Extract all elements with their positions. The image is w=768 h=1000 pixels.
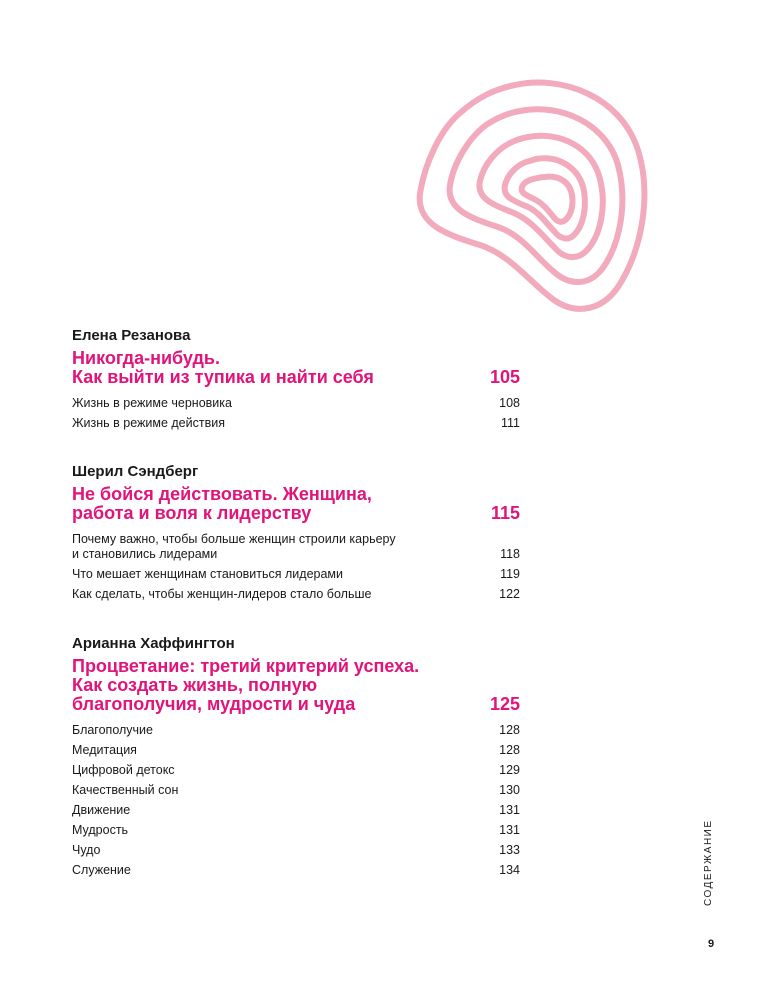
toc-entry-label: Как сделать, чтобы женщин-лидеров стало больше	[72, 587, 372, 601]
toc-entry[interactable]	[72, 823, 520, 838]
toc-entry-page: 128	[499, 723, 520, 737]
chapter-title-row[interactable]	[72, 485, 520, 523]
toc-entry[interactable]	[72, 723, 520, 738]
chapter-title-row[interactable]	[72, 657, 520, 714]
toc-section-sandberg	[72, 463, 520, 607]
chapter-title-line: Процветание: третий критерий успеха.	[72, 656, 420, 676]
toc-entry-label: Что мешает женщинам становиться лидерами	[72, 567, 344, 581]
toc-entry-page: 133	[499, 843, 520, 857]
chapter-title-line: благополучия, мудрости и чуда	[72, 694, 356, 714]
toc-entry-page: 130	[499, 783, 520, 797]
author-name: Шерил Сэндберг	[72, 463, 199, 480]
toc-entry[interactable]	[72, 803, 520, 818]
toc-entry-page: 128	[499, 743, 520, 757]
toc-entry[interactable]	[72, 863, 520, 878]
toc-entry-label: Чудо	[72, 843, 101, 857]
author-name: Елена Резанова	[72, 327, 191, 344]
toc-entry-page: 122	[499, 587, 520, 601]
chapter-title-line: работа и воля к лидерству	[72, 503, 312, 523]
toc-entry-page: 131	[499, 803, 520, 817]
toc-entry-page: 108	[499, 396, 520, 410]
toc-entry[interactable]	[72, 587, 520, 602]
chapter-title-line: Не бойся действовать. Женщина,	[72, 484, 372, 504]
toc-section-rezanova	[72, 327, 520, 436]
author-name: Арианна Хаффингтон	[72, 635, 235, 652]
chapter-title	[72, 485, 372, 523]
chapter-title-line: Как создать жизнь, полную	[72, 675, 318, 695]
chapter-page-number: 105	[489, 367, 520, 387]
toc-entry-label: Жизнь в режиме черновика	[72, 396, 232, 410]
toc-entry[interactable]	[72, 416, 520, 431]
chapter-title	[72, 657, 419, 714]
toc-entry[interactable]	[72, 743, 520, 758]
toc-entry-label: Движение	[72, 803, 131, 817]
toc-entry-label: Качественный сон	[72, 783, 179, 797]
toc-entry-label: Жизнь в режиме действия	[72, 416, 225, 430]
toc-entry[interactable]	[72, 783, 520, 798]
toc-entry-label: Мудрость	[72, 823, 129, 837]
chapter-title-line: Никогда-нибудь.	[72, 348, 220, 368]
chapter-title-row[interactable]	[72, 349, 520, 387]
toc-entry-label: Почему важно, чтобы больше женщин строили карьеру и становились лидерами	[72, 532, 396, 561]
running-header-label: СОДЕРЖАНИЕ	[703, 819, 714, 906]
toc-entry-label: Медитация	[72, 743, 137, 757]
toc-entry[interactable]	[72, 532, 520, 562]
toc-entry-label: Служение	[72, 863, 131, 877]
page-number: 9	[708, 938, 715, 950]
toc-entry-page: 131	[499, 823, 520, 837]
concentric-swirl-icon	[410, 75, 650, 325]
toc-entry-page: 129	[499, 763, 520, 777]
toc-entry-label: Цифровой детокс	[72, 763, 175, 777]
chapter-page-number: 125	[489, 694, 520, 714]
chapter-title	[72, 349, 374, 387]
toc-entry-page: 111	[500, 416, 520, 430]
chapter-page-number: 115	[490, 503, 520, 523]
toc-entry[interactable]	[72, 763, 520, 778]
toc-entry[interactable]	[72, 396, 520, 411]
toc-entry-page: 118	[500, 547, 520, 561]
toc-entry[interactable]	[72, 843, 520, 858]
toc-entry-page: 119	[500, 567, 520, 581]
toc-entry[interactable]	[72, 567, 520, 582]
toc-entry-page: 134	[499, 863, 520, 877]
toc-entry-label: Благополучие	[72, 723, 153, 737]
chapter-title-line: Как выйти из тупика и найти себя	[72, 367, 374, 387]
toc-section-huffington	[72, 635, 520, 883]
